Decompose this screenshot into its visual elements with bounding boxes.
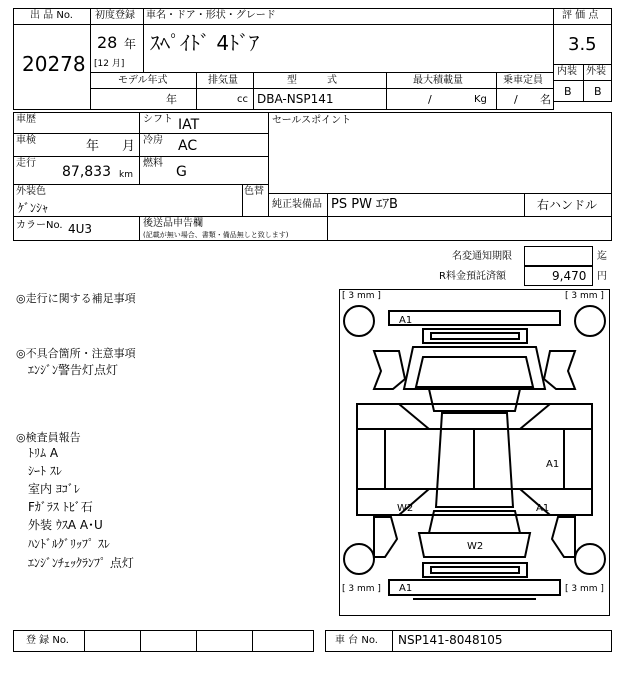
recycle-fee-unit: 円 xyxy=(597,271,607,282)
mileage-label: 走行 xyxy=(16,158,36,169)
inspector-item: ｼｰﾄ ｽﾚ xyxy=(28,464,62,478)
aftermarket-note: (記載が無い場合、書類・備品無しと致します) xyxy=(143,231,289,239)
interior-grade: B xyxy=(564,85,572,98)
rear-bumper xyxy=(389,580,560,595)
capacity-label: 乗車定員 xyxy=(503,75,543,86)
history-label: 車歴 xyxy=(16,114,36,125)
rating-label: 評 価 点 xyxy=(562,10,599,21)
interior-label: 内装 xyxy=(557,66,577,77)
model-year-unit: 年 xyxy=(166,93,177,106)
recycle-fee-value: 9,470 xyxy=(552,269,587,283)
registration-number-label: 登 録 No. xyxy=(26,635,69,646)
damage-mark-left-side: W2 xyxy=(397,503,414,514)
lot-number: 20278 xyxy=(22,52,86,76)
max-load-label: 最大積載量 xyxy=(413,75,463,86)
details-box xyxy=(13,112,269,217)
steering-side: 右ハンドル xyxy=(537,198,598,212)
max-load-unit: Kg xyxy=(474,94,487,105)
shift-value: IAT xyxy=(178,117,200,133)
exterior-grade: B xyxy=(594,85,602,98)
color-value: ｹﾞﾝｼｬ xyxy=(18,201,49,215)
rear-fender-left xyxy=(374,517,397,557)
first-registration-month: [12 月] xyxy=(94,59,125,69)
lot-number-label: 出 品 No. xyxy=(30,10,73,21)
color-change-label: 色替 xyxy=(244,186,264,197)
year-unit: 年 xyxy=(124,37,137,51)
damage-mark-right-side-upper: A1 xyxy=(546,459,560,470)
defect-item: ｴﾝｼﾞﾝ警告灯点灯 xyxy=(28,363,119,377)
hood xyxy=(404,347,545,389)
windshield xyxy=(429,389,520,411)
inspection-month-unit: 月 xyxy=(122,139,136,154)
ac-value: AC xyxy=(178,138,198,154)
inspection-year-unit: 年 xyxy=(86,139,100,154)
car-name: ｽﾍﾟｲﾄﾞ 4ﾄﾞｱ xyxy=(150,31,260,55)
inspector-item: ﾊﾝﾄﾞﾙｸﾞﾘｯﾌﾟ ｽﾚ xyxy=(28,537,110,551)
front-bumper xyxy=(389,311,560,325)
selling-points-label: セールスポイント xyxy=(272,115,352,126)
tire-rear-left xyxy=(344,544,374,574)
tire-depth-front-left: [ 3 mm ] xyxy=(342,291,381,301)
damage-mark-front-bumper: A1 xyxy=(399,315,413,326)
exterior-label: 外装 xyxy=(586,66,606,77)
rear-lamp-panel xyxy=(423,563,527,577)
first-registration-year: 28 xyxy=(97,33,118,52)
recycle-fee-label: R料金預託済額 xyxy=(439,271,506,282)
model-code: DBA-NSP141 xyxy=(257,92,334,106)
mileage-unit: km xyxy=(119,170,133,180)
displacement-unit: cc xyxy=(237,94,248,105)
front-fender-left xyxy=(374,351,405,389)
shift-label: シフト xyxy=(143,114,173,125)
inspector-item: Fｶﾞﾗｽ ﾄﾋﾞ石 xyxy=(28,500,93,514)
tire-depth-rear-right: [ 3 mm ] xyxy=(565,584,604,594)
damage-mark-right-side-lower: A1 xyxy=(536,503,550,514)
rating-value: 3.5 xyxy=(568,34,597,55)
car-diagram xyxy=(339,289,610,616)
ownership-deadline-unit: 迄 xyxy=(597,251,607,262)
inspection-label: 車検 xyxy=(16,135,36,146)
tire-front-left xyxy=(344,306,374,336)
fuel-value: G xyxy=(176,164,187,180)
driving-notes-heading: ◎走行に関する補足事項 xyxy=(16,292,136,305)
displacement-label: 排気量 xyxy=(208,75,238,86)
tire-depth-front-right: [ 3 mm ] xyxy=(565,291,604,301)
ac-label: 冷房 xyxy=(143,135,163,146)
equipment-value: PS PW ｴｱB xyxy=(331,197,398,212)
tire-depth-rear-left: [ 3 mm ] xyxy=(342,584,381,594)
ownership-deadline-label: 名変通知期限 xyxy=(452,251,512,262)
inspector-item: 外装 ｳｽA A･U xyxy=(28,518,103,532)
inspector-report-heading: ◎検査員報告 xyxy=(16,431,81,444)
inspector-item: ﾄﾘﾑ A xyxy=(28,446,59,460)
color-no-label: カラーNo. xyxy=(16,220,63,231)
chassis-number-label: 車 台 No. xyxy=(335,635,378,646)
equipment-extra-row xyxy=(327,216,612,241)
front-grille xyxy=(423,329,527,343)
chassis-number: NSP141-8048105 xyxy=(398,633,503,647)
color-no-value: 4U3 xyxy=(68,222,93,236)
equipment-label: 純正装備品 xyxy=(272,199,322,210)
inspector-item: 室内 ﾖｺﾞﾚ xyxy=(28,482,80,496)
max-load-value: / xyxy=(428,93,432,106)
front-fender-right xyxy=(544,351,575,389)
capacity-unit: 名 xyxy=(540,93,551,106)
damage-mark-trunk: W2 xyxy=(467,541,484,552)
ownership-deadline-box xyxy=(524,246,593,266)
mileage-value: 87,833 xyxy=(62,164,111,180)
model-year-label: モデル年式 xyxy=(118,75,168,86)
first-registration-label: 初度登録 xyxy=(95,10,135,21)
capacity-value: / xyxy=(514,93,518,106)
aftermarket-label: 後送品申告欄 xyxy=(143,218,203,229)
rear-fender-right xyxy=(552,517,575,557)
damage-mark-rear-bumper: A1 xyxy=(399,583,413,594)
fuel-label: 燃料 xyxy=(143,158,163,169)
model-label: 型 式 xyxy=(287,75,337,86)
tire-rear-right xyxy=(575,544,605,574)
inspector-item: ｴﾝｼﾞﾝﾁｪｯｸﾗﾝﾌﾟ 点灯 xyxy=(28,556,134,570)
car-name-label: 車名・ドア・形状・グレード xyxy=(146,10,276,21)
defects-heading: ◎不具合箇所・注意事項 xyxy=(16,347,136,360)
color-label: 外装色 xyxy=(16,186,46,197)
tire-front-right xyxy=(575,306,605,336)
